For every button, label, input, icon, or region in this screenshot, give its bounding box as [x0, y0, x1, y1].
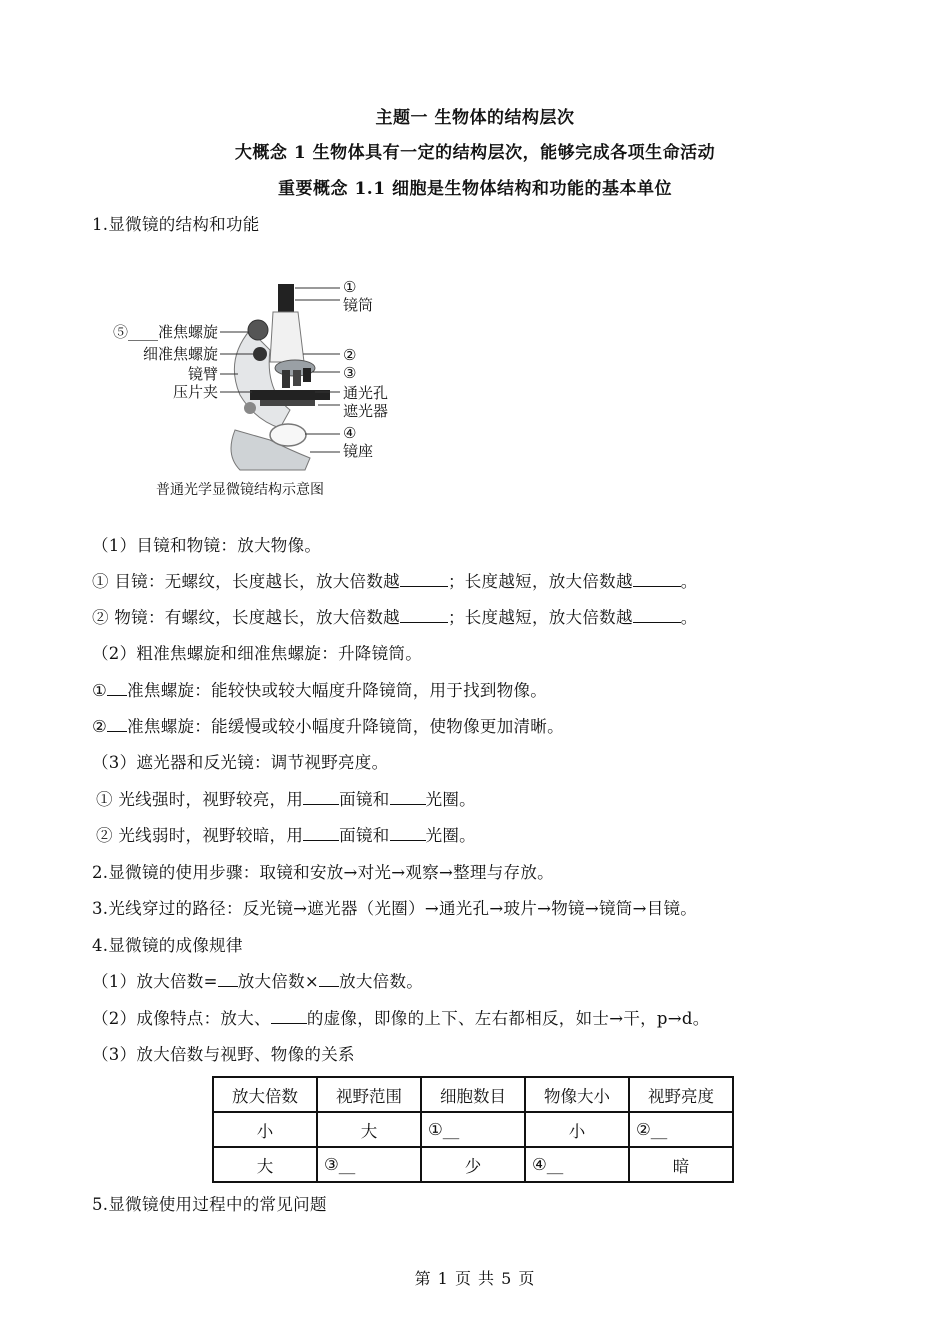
label-aperture: 通光孔: [343, 384, 389, 402]
label-fine-focus: 细准焦螺旋: [142, 345, 218, 363]
key-concept-title: 重要概念 1.1 细胞是生物体结构和功能的基本单位: [278, 179, 672, 199]
s1-p2: （2）粗准焦螺旋和细准焦螺旋：升降镜筒。: [92, 644, 422, 663]
table-header: 物像大小: [525, 1077, 629, 1112]
table-cell: 暗: [629, 1147, 733, 1182]
s1-p2b: ② 准焦螺旋：能缓慢或较小幅度升降镜筒，使物像更加清晰。: [92, 713, 564, 737]
table-header: 细胞数目: [421, 1077, 525, 1112]
label-diaphragm: 遮光器: [343, 402, 389, 420]
table-header: 视野亮度: [629, 1077, 733, 1112]
big-concept-title: 大概念 1 生物体具有一定的结构层次，能够完成各项生命活动: [234, 143, 716, 163]
table-cell: 少: [421, 1147, 525, 1182]
section-4-heading: 4.显微镜的成像规律: [92, 936, 243, 955]
table-row: [213, 1147, 733, 1182]
blank: [271, 1006, 307, 1024]
table-header: 视野范围: [317, 1077, 421, 1112]
blank: [107, 714, 127, 732]
table-cell: 小: [525, 1112, 629, 1147]
label-base: 镜座: [343, 442, 374, 460]
magnification-table: [212, 1076, 734, 1183]
section-1-heading: 1.显微镜的结构和功能: [92, 215, 260, 234]
blank: [218, 969, 238, 987]
label-2: ②: [343, 346, 357, 364]
label-1: ①: [343, 278, 357, 296]
label-clip: 压片夹: [172, 383, 218, 401]
table-header: 放大倍数: [213, 1077, 317, 1112]
section-3: 3.光线穿过的路径：反光镜→遮光器（光圈）→通光孔→玻片→物镜→镜筒→目镜。: [92, 899, 698, 918]
blank: [390, 823, 426, 841]
table-cell: 大: [317, 1112, 421, 1147]
blank: [107, 678, 127, 696]
table-header-row: [213, 1077, 733, 1112]
s1-p3: （3）遮光器和反光镜：调节视野亮度。: [92, 753, 389, 772]
s1-p3b: ② 光线弱时，视野较暗，用 面镜和 光圈。: [96, 822, 476, 846]
table-cell: ②__: [629, 1112, 733, 1147]
table-cell: 小: [213, 1112, 317, 1147]
blank: [633, 569, 681, 587]
microscope-figure: [90, 270, 420, 505]
blank: [303, 823, 339, 841]
table-cell: ④__: [525, 1147, 629, 1182]
section-5-heading: 5.显微镜使用过程中的常见问题: [92, 1195, 327, 1214]
blank: [390, 787, 426, 805]
table-row: [213, 1112, 733, 1147]
s1-p2a: ① 准焦螺旋：能较快或较大幅度升降镜筒，用于找到物像。: [92, 677, 547, 701]
blank: [303, 787, 339, 805]
table-cell: ①__: [421, 1112, 525, 1147]
s4-p1: （1）放大倍数= 放大倍数× 放大倍数。: [92, 968, 423, 992]
page-footer: 第 1 页 共 5 页: [414, 1269, 536, 1288]
blank: [319, 969, 339, 987]
s1-p1b: ② 物镜：有螺纹，长度越长，放大倍数越 ；长度越短，放大倍数越 。: [92, 604, 698, 628]
table-cell: ③__: [317, 1147, 421, 1182]
blank: [400, 605, 448, 623]
theme-title: 主题一 生物体的结构层次: [375, 108, 575, 128]
label-3: ③: [343, 364, 357, 382]
s4-p2: （2）成像特点：放大、 的虚像，即像的上下、左右都相反，如士→干，p→d。: [92, 1005, 710, 1029]
label-4: ④: [343, 424, 357, 442]
blank: [400, 569, 448, 587]
s1-p1: （1）目镜和物镜：放大物像。: [92, 536, 322, 555]
label-tube: 镜筒: [343, 296, 374, 314]
s1-p1a: ① 目镜：无螺纹，长度越长，放大倍数越 ；长度越短，放大倍数越 。: [92, 568, 698, 592]
label-5-coarse: ⑤____准焦螺旋: [112, 323, 218, 341]
figure-caption: 普通光学显微镜结构示意图: [156, 482, 324, 498]
section-2: 2.显微镜的使用步骤：取镜和安放→对光→观察→整理与存放。: [92, 863, 554, 882]
label-arm: 镜臂: [187, 365, 218, 383]
table-cell: 大: [213, 1147, 317, 1182]
blank: [633, 605, 681, 623]
s4-p3: （3）放大倍数与视野、物像的关系: [92, 1045, 355, 1064]
s1-p3a: ① 光线强时，视野较亮，用 面镜和 光圈。: [96, 786, 476, 810]
